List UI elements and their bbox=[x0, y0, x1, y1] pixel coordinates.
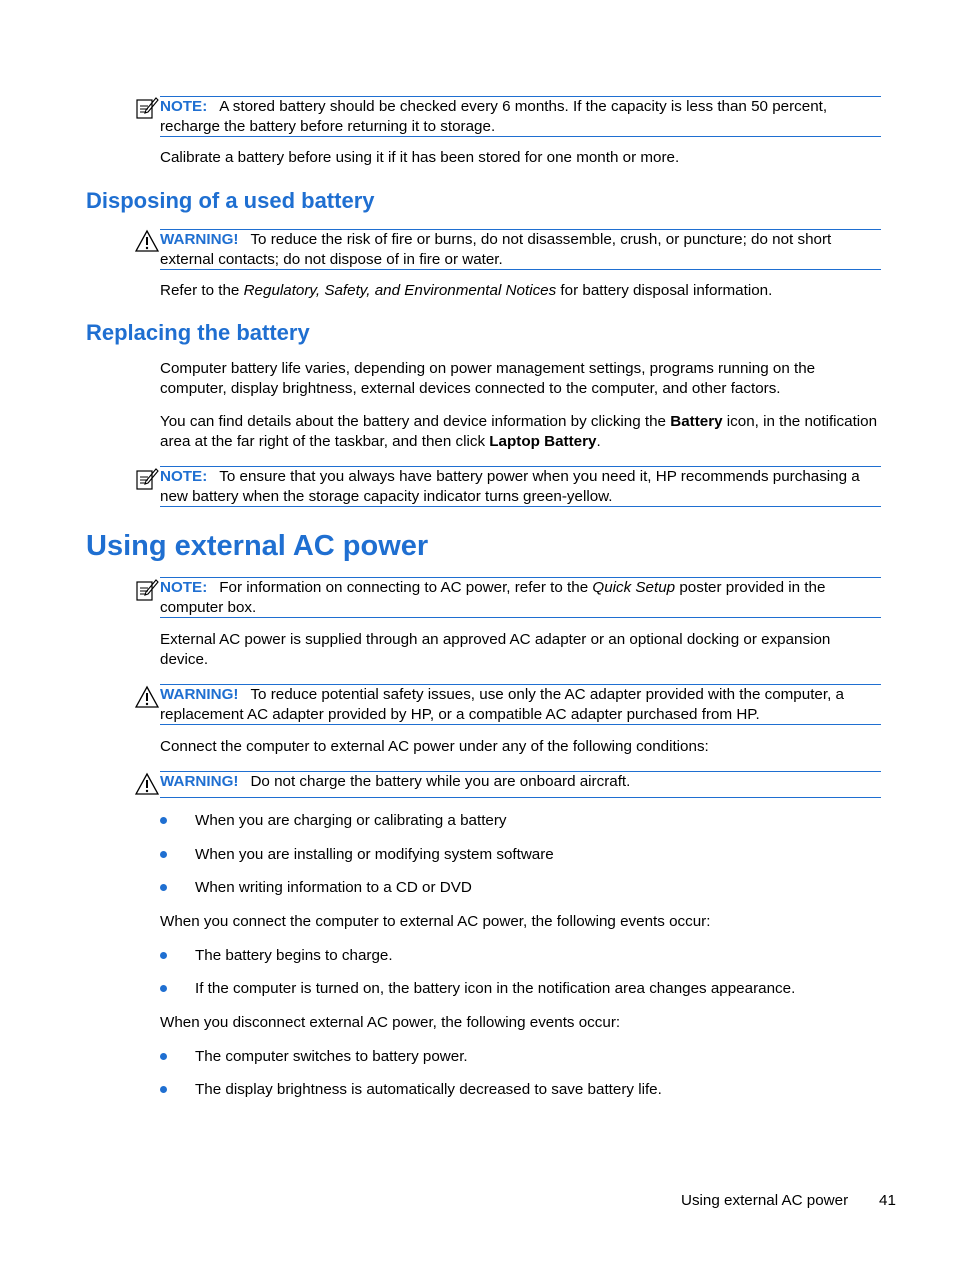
paragraph-calibrate: Calibrate a battery before using it if it has been stored for one month or more. bbox=[160, 149, 680, 166]
bullet-icon bbox=[160, 985, 167, 992]
paragraph-find-details bbox=[160, 412, 881, 452]
paragraph-ac-supplied: External AC power is supplied through an approved AC adapter or an optional docking or expansion device. bbox=[160, 631, 831, 668]
heading-replacing: Replacing the battery bbox=[86, 320, 310, 345]
paragraph-connect-events: When you connect the computer to external AC power, the following events occur: bbox=[160, 913, 711, 930]
note-text: A stored battery should be checked every 6 months. If the capacity is less than 50 percent, recharge the battery before returning it to storage. bbox=[160, 98, 828, 135]
paragraph-disconnect-events: When you disconnect external AC power, the following events occur: bbox=[160, 1014, 621, 1031]
warning-text: To reduce potential safety issues, use only the AC adapter provided with the computer, a replacement AC adapter provided by HP, or a compatible AC adapter purchased from HP. bbox=[160, 686, 844, 723]
footer-section-title: Using external AC power bbox=[681, 1192, 849, 1209]
quick-setup-title: Quick Setup bbox=[592, 579, 676, 596]
paragraph-battery-life: Computer battery life varies, depending on power management settings, programs running on the computer, display brightness, external devices connected to the computer, and other factors. bbox=[160, 360, 816, 397]
text-segment: Refer to the bbox=[160, 282, 244, 299]
warning-label: WARNING! bbox=[160, 686, 239, 703]
note-icon bbox=[135, 467, 159, 491]
laptop-battery-term: Laptop Battery bbox=[489, 433, 597, 450]
warning-aircraft bbox=[160, 771, 881, 798]
warning-icon bbox=[135, 685, 159, 709]
note-stored-battery bbox=[160, 96, 881, 137]
warning-label: WARNING! bbox=[160, 773, 239, 790]
paragraph-connect-conditions: Connect the computer to external AC power under any of the following conditions: bbox=[160, 738, 709, 755]
warning-icon bbox=[135, 772, 159, 796]
list-item-text: The computer switches to battery power. bbox=[195, 1048, 468, 1065]
note-quick-setup bbox=[160, 577, 881, 618]
page-number: 41 bbox=[879, 1192, 896, 1209]
note-label: NOTE: bbox=[160, 468, 208, 485]
bullet-icon bbox=[160, 884, 167, 891]
heading-using-ac-power: Using external AC power bbox=[86, 530, 429, 562]
note-text: poster provided in the computer box. bbox=[160, 579, 826, 616]
regulatory-notices-title: Regulatory, Safety, and Environmental Notices bbox=[243, 282, 557, 299]
paragraph-refer bbox=[160, 281, 881, 301]
note-battery-power bbox=[160, 466, 881, 507]
note-label: NOTE: bbox=[160, 98, 208, 115]
warning-label: WARNING! bbox=[160, 231, 239, 248]
bullet-icon bbox=[160, 851, 167, 858]
note-text: For information on connecting to AC power, refer to the bbox=[219, 579, 593, 596]
text-segment: icon, in the notification area at the far right of the taskbar, and then click bbox=[160, 413, 878, 450]
warning-text: To reduce the risk of fire or burns, do not disassemble, crush, or puncture; do not short external contacts; do not dispose of in fire or water. bbox=[160, 231, 832, 268]
list-item-text: When you are charging or calibrating a battery bbox=[195, 812, 507, 829]
warning-text: Do not charge the battery while you are onboard aircraft. bbox=[250, 773, 631, 790]
note-text: To ensure that you always have battery power when you need it, HP recommends purchasing a new battery when the storage capacity indicator turns green-yellow. bbox=[160, 468, 860, 505]
bullet-icon bbox=[160, 817, 167, 824]
warning-fire-burns bbox=[160, 229, 881, 270]
battery-term: Battery bbox=[670, 413, 723, 430]
bullet-icon bbox=[160, 952, 167, 959]
list-item-text: The display brightness is automatically decreased to save battery life. bbox=[195, 1081, 662, 1098]
text-segment: for battery disposal information. bbox=[556, 282, 773, 299]
text-segment: . bbox=[596, 433, 601, 450]
note-icon bbox=[135, 96, 159, 120]
text-segment: You can find details about the battery and device information by clicking the bbox=[160, 413, 671, 430]
list-item-text: When you are installing or modifying system software bbox=[195, 846, 554, 863]
bullet-icon bbox=[160, 1053, 167, 1060]
list-item-text: If the computer is turned on, the battery icon in the notification area changes appearance. bbox=[195, 980, 796, 997]
bullet-icon bbox=[160, 1086, 167, 1093]
warning-ac-adapter bbox=[160, 684, 881, 725]
list-item-text: When writing information to a CD or DVD bbox=[195, 879, 472, 896]
note-label: NOTE: bbox=[160, 579, 208, 596]
warning-icon bbox=[135, 229, 159, 253]
heading-disposing: Disposing of a used battery bbox=[86, 188, 375, 213]
list-item-text: The battery begins to charge. bbox=[195, 947, 393, 964]
note-icon bbox=[135, 578, 159, 602]
